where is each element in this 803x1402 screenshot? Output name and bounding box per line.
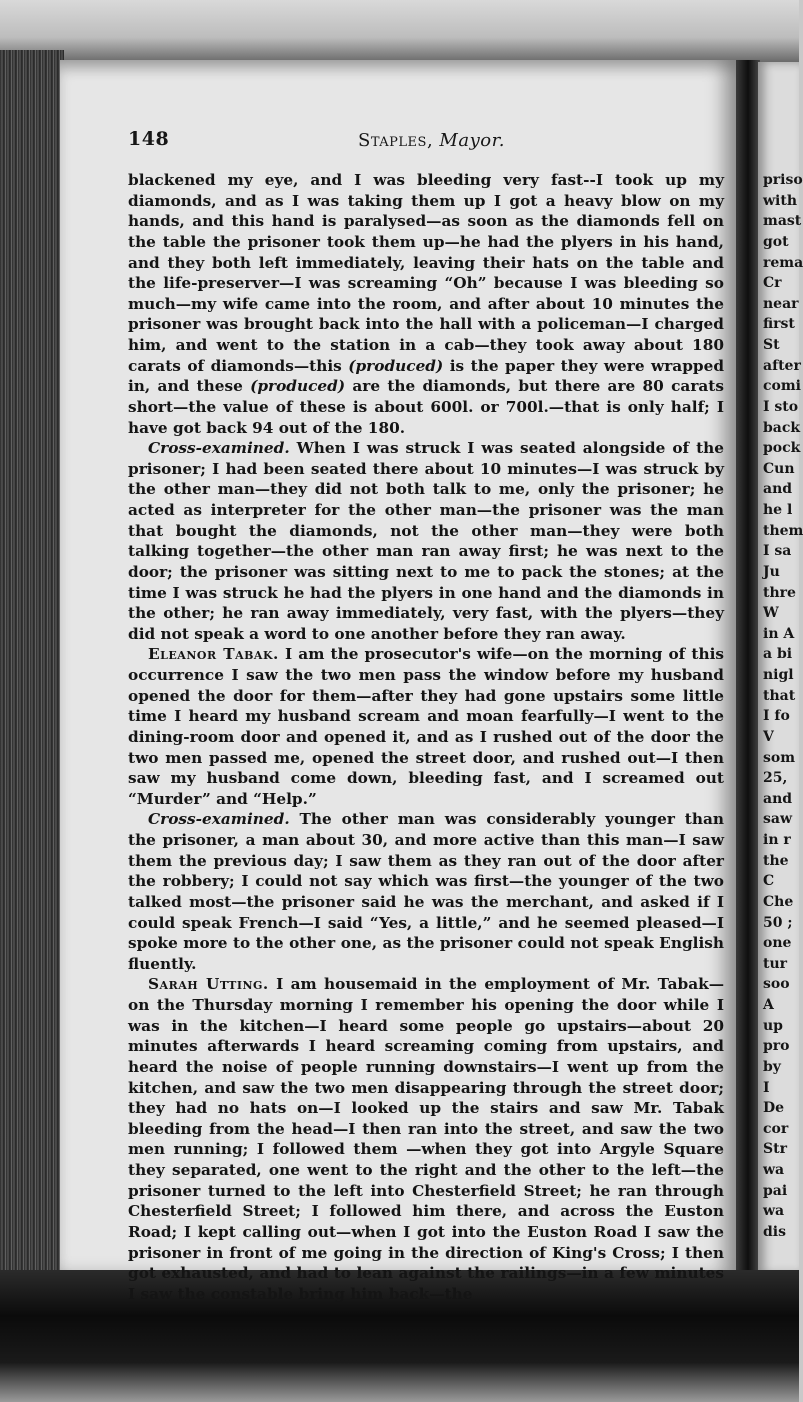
right-page-line: a bi (763, 646, 793, 663)
right-page-line: and (763, 790, 793, 807)
right-page-line: Cun (763, 460, 795, 477)
right-page-line: nigl (763, 667, 794, 683)
running-head-title: Mayor. (439, 130, 505, 151)
right-page-line: priso (763, 172, 803, 188)
right-page-line: Str (763, 1141, 787, 1158)
right-page-line: pro (763, 1038, 790, 1055)
right-page-line: that (763, 687, 796, 704)
cross-examined-label: Cross-examined. (148, 810, 290, 829)
paragraph-text: The other man was considerably younger than the prisoner, a man about 30, and more active than this man—I saw them the previous day; I saw them as they ran out of the door after the robbery; I could not say which was first—the younger of the two talked most—the prisoner said he was the merchant, and asked if I could speak French—I said “Yes, a little,” and he seemed pleased—I spoke more to the other one, as the prisoner could not speak English fluently. (128, 810, 724, 973)
right-page-line: thre (763, 584, 796, 601)
right-page-line: V (763, 728, 774, 745)
right-page-line: saw (763, 811, 793, 828)
italic-produced: (produced) (250, 377, 346, 396)
right-page-line: I fo (763, 708, 790, 725)
paragraph-text: I am housemaid in the employment of Mr. Tabak—on the Thursday morning I remember his opening the door while I was in the kitchen—I heard some people go upstairs—about 20 minutes afterwards I heard screaming coming from upstairs, and heard the noise of people running downstairs—I went up from the kitchen, and saw the two men disappearing through the street door; they had no hats on—I looked up the stairs and saw Mr. Tabak bleeding from the head—I then ran into the street, and saw the two men running; I followed them —when they got into Argyle Square they separated, one went to the right and the other to the left—the prisoner turned to the left into Chesterfield Street; he ran through Chesterfield Street; I followed him there, and across the Euston Road; I kept calling out—when I got into the Euston Road I saw the prisoner in front of me going in the direction of King's Cross; I then got exhausted, and had to lean against the railings—in a few minutes I saw the constable bring him back—the (128, 975, 724, 1303)
right-page-line: in A (763, 625, 795, 642)
right-page-line: one (763, 935, 792, 952)
cross-examined-label: Cross-examined. (148, 439, 290, 458)
right-page-line: W (763, 605, 779, 622)
right-page-line: St (763, 337, 780, 353)
scanner-background (0, 0, 799, 62)
right-page-line: the (763, 852, 789, 869)
right-page-line: Ju (763, 563, 780, 580)
running-head (358, 130, 505, 151)
right-page-line: up (763, 1017, 783, 1034)
right-page-line: 25, (763, 770, 788, 787)
paragraph-sarah-utting (128, 974, 724, 1304)
right-page-line: Cr (763, 275, 782, 292)
paragraph-text: are the diamonds, but there are 80 carats short—the value of these is about 600l. or 700l.—that is only half; I have got back 94 out of the 180. (128, 377, 724, 437)
right-page-line: in r (763, 832, 791, 848)
paragraph-eleanor-tabak (128, 644, 724, 809)
right-page-fragments (763, 170, 803, 1243)
right-page-line: dis (763, 1223, 786, 1240)
right-page-line: C (763, 873, 775, 890)
right-page-line: soo (763, 976, 790, 993)
right-page-line: I sto (763, 398, 799, 415)
right-page-line: I sa (763, 543, 792, 560)
right-page-line: Che (763, 893, 794, 910)
right-page-line: by (763, 1058, 781, 1075)
right-page-line: pock (763, 440, 801, 457)
right-page-line: got (763, 233, 789, 250)
right-page-line: comi (763, 378, 801, 395)
right-page-line: them (763, 522, 803, 539)
page-header (128, 128, 728, 158)
right-page-line: tur (763, 955, 788, 972)
paragraph-text: I am the prosecutor's wife—on the morning of this occurrence I saw the two men pass the window before my husband opened the door for them—after they had gone upstairs some little time I heard my husband scream and moan fearfully—I went to the dining-room door and opened it, and as I rushed out of the door the two men passed me, opened the street door, and rushed out—I then saw my husband come down, bleeding fast, and I screamed out “Murder” and “Help.” (128, 645, 724, 808)
paragraph-cross-examined (128, 809, 724, 974)
witness-name: Sarah Utting. (148, 975, 269, 994)
right-page-line: 50 ; (763, 914, 793, 931)
page-number: 148 (128, 128, 170, 150)
paragraph-cross-examined (128, 438, 724, 644)
right-page-line: and (763, 481, 793, 498)
paragraph-text: blackened my eye, and I was bleeding very fast--I took up my diamonds, and as I was taking them up I got a heavy blow on my hands, and this hand is paralysed—as soon as the diamonds fell on the table the prisoner took them up—he had the plyers in his hand, and they both left immediately, leaving their hats on the table and the life-preserver—I was screaming “Oh” because I was bleeding so much—my wife came into the room, and after about 10 minutes the prisoner was brought back into the hall with a policeman—I charged him, and went to the station in a cab—they took away about 180 carats of diamonds—this (128, 171, 724, 375)
right-page-line: rema (763, 254, 803, 271)
paragraph-text: When I was struck I was seated alongside of the prisoner; I had been seated there about 10 minutes—I was struck by the other man—they did not both talk to me, only the prisoner; he acted as interpreter for the other man—the prisoner was the man that bought the diamonds, not the other man—they were both talking together—the other man ran away first; he was next to the door; the prisoner was sitting next to me to pack the stones; at the time I was struck he had the plyers in one hand and the diamonds in the other; he ran away immediately, very fast, with the plyers—they did not speak a word to one another before they ran away. (128, 439, 724, 643)
right-page-line: I (763, 1079, 770, 1096)
right-page-line: mast (763, 213, 802, 230)
right-page-line: A (763, 997, 774, 1013)
right-page-line: he l (763, 502, 793, 518)
right-page-line: back (763, 419, 801, 436)
right-page-line: first (763, 316, 795, 333)
right-page-line: som (763, 749, 796, 766)
running-head-name: Staples, (358, 130, 434, 151)
book-gutter (736, 60, 760, 1276)
right-page-line: pai (763, 1182, 788, 1199)
right-page-line: wa (763, 1162, 785, 1178)
page-edges (0, 50, 64, 1290)
paragraph-testimony-continued (128, 170, 724, 438)
body-text (128, 170, 724, 1304)
right-page-line: wa (763, 1203, 785, 1220)
paragraph-text: is the paper they were wrapped in, and these (128, 356, 725, 396)
italic-produced: (produced) (348, 356, 444, 375)
right-page-line: near (763, 295, 799, 312)
right-page-line: after (763, 357, 801, 374)
right-page-line: with (763, 192, 798, 209)
right-page-line: cor (763, 1120, 789, 1137)
right-page-line: De (763, 1100, 785, 1117)
witness-name: Eleanor Tabak. (148, 645, 279, 664)
